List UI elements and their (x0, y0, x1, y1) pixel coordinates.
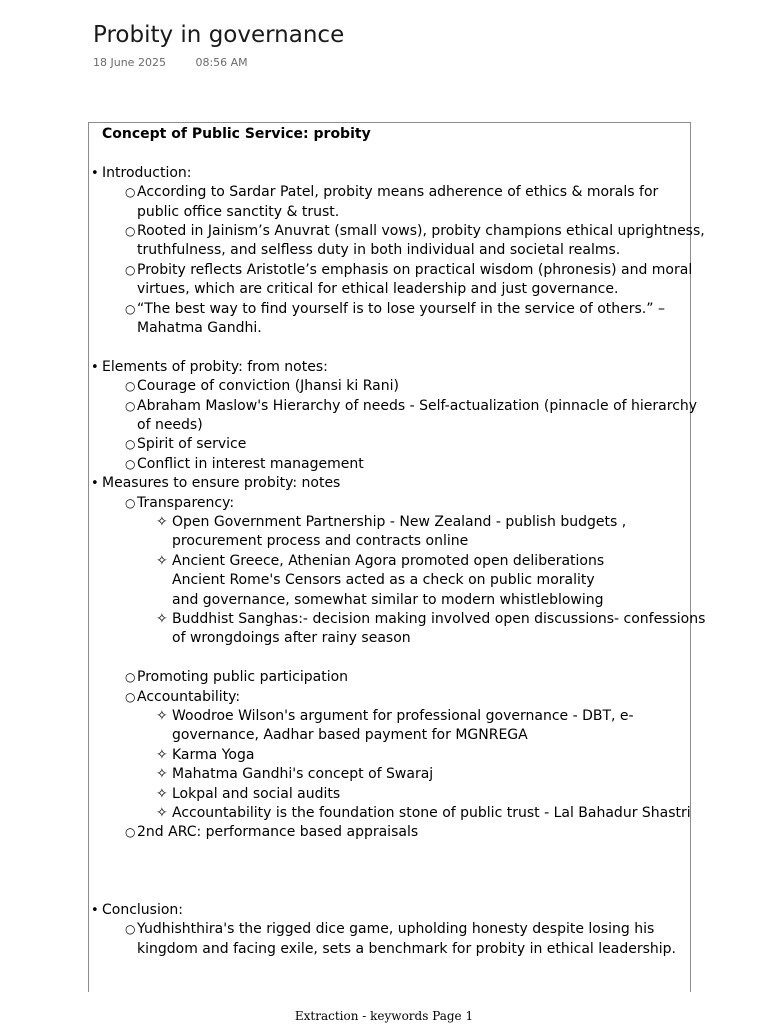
bullet-sparkle-icon: ✧ (156, 766, 168, 783)
list-item: According to Sardar Patel, probity means adherence of ethics & morals for (137, 184, 659, 201)
subsection-accountability: Accountability: (137, 688, 241, 705)
bullet-sparkle-icon: ✧ (156, 746, 168, 763)
bullet-circle-icon: ○ (125, 398, 136, 413)
bullet-sparkle-icon: ✧ (156, 514, 168, 530)
bullet-circle-icon: ○ (125, 437, 136, 452)
list-item: of wrongdoings after rainy season (172, 630, 411, 647)
bullet-circle-icon: ○ (125, 689, 136, 704)
list-item: public office sanctity & trust. (137, 203, 340, 220)
list-item: procurement process and contracts online (172, 533, 469, 550)
list-item: Karma Yoga (172, 746, 255, 763)
page-footer: Extraction - keywords Page 1 (294, 1009, 474, 1023)
bullet-dot-icon: • (91, 476, 99, 492)
list-item: Mahatma Gandhi's concept of Swaraj (172, 766, 434, 783)
list-item: Courage of conviction (Jhansi ki Rani) (137, 378, 399, 395)
bullet-circle-icon: ○ (125, 262, 136, 277)
bullet-sparkle-icon: ✧ (156, 805, 168, 821)
list-item: Probity reflects Aristotle’s emphasis on practical wisdom (phronesis) and moral (137, 261, 693, 278)
list-item: Abraham Maslow's Hierarchy of needs - Self-actualization (pinnacle of hierarchy (137, 397, 698, 414)
list-item: Ancient Rome's Censors acted as a check on public morality (172, 572, 595, 589)
section-measures: Measures to ensure probity: notes (102, 475, 341, 492)
bullet-circle-icon: ○ (125, 224, 136, 238)
section-elements: Elements of probity: from notes: (102, 358, 328, 375)
list-item: Open Government Partnership - New Zealand - publish budgets , (172, 514, 627, 530)
bullet-circle-icon: ○ (125, 825, 136, 840)
section-conclusion: Conclusion: (102, 902, 184, 918)
page-time: 08:56 AM (195, 56, 248, 69)
section-introduction: Introduction: (102, 164, 192, 181)
list-item: Mahatma Gandhi. (137, 320, 262, 336)
page-date: 18 June 2025 (93, 56, 166, 69)
subsection-participation: Promoting public participation (137, 669, 349, 686)
list-item: “The best way to find yourself is to lose yourself in the service of others.” – (137, 300, 665, 317)
list-item: and governance, somewhat similar to modern whistleblowing (172, 591, 604, 608)
bullet-sparkle-icon: ✧ (156, 708, 168, 724)
page-title: Probity in governance (93, 22, 345, 48)
bullet-sparkle-icon: ✧ (156, 552, 168, 569)
list-item: Conflict in interest management (137, 455, 364, 472)
bullet-dot-icon: • (91, 903, 99, 918)
list-item: Spirit of service (137, 436, 247, 453)
list-item: governance, Aadhar based payment for MGNREGA (172, 727, 528, 744)
note-heading: Concept of Public Service: probity (102, 126, 371, 142)
bullet-circle-icon: ○ (125, 495, 136, 510)
bullet-dot-icon: • (91, 165, 99, 181)
bullet-circle-icon: ○ (125, 922, 136, 937)
bullet-circle-icon: ○ (125, 301, 136, 316)
list-item: virtues, which are critical for ethical leadership and just governance. (137, 281, 619, 298)
bullet-circle-icon: ○ (125, 379, 136, 394)
bullet-circle-icon: ○ (125, 185, 136, 200)
bullet-circle-icon: ○ (125, 670, 136, 685)
bullet-sparkle-icon: ✧ (156, 785, 168, 802)
list-item: kingdom and facing exile, sets a benchmark for probity in ethical leadership. (137, 940, 677, 957)
subsection-transparency: Transparency: (137, 494, 235, 511)
list-item: truthfulness, and selfless duty in both individual and societal realms. (137, 242, 621, 259)
bullet-sparkle-icon: ✧ (156, 611, 168, 627)
list-item: Lokpal and social audits (172, 785, 341, 802)
bullet-dot-icon: • (91, 359, 99, 375)
subsection-arc: 2nd ARC: performance based appraisals (137, 824, 419, 841)
list-item: Woodroe Wilson's argument for professional governance - DBT, e- (172, 708, 634, 724)
list-item: Accountability is the foundation stone of public trust - Lal Bahadur Shastri (172, 805, 691, 821)
list-item: Rooted in Jainism’s Anuvrat (small vows), probity champions ethical uprightness, (137, 223, 705, 239)
list-item: Yudhishthira's the rigged dice game, upholding honesty despite losing his (137, 921, 655, 938)
page-meta (93, 56, 248, 69)
list-item: Ancient Greece, Athenian Agora promoted open deliberations (172, 552, 605, 569)
bullet-circle-icon: ○ (125, 456, 136, 471)
list-item: Buddhist Sanghas:- decision making involved open discussions- confessions (172, 611, 706, 627)
list-item: of needs) (137, 417, 203, 433)
